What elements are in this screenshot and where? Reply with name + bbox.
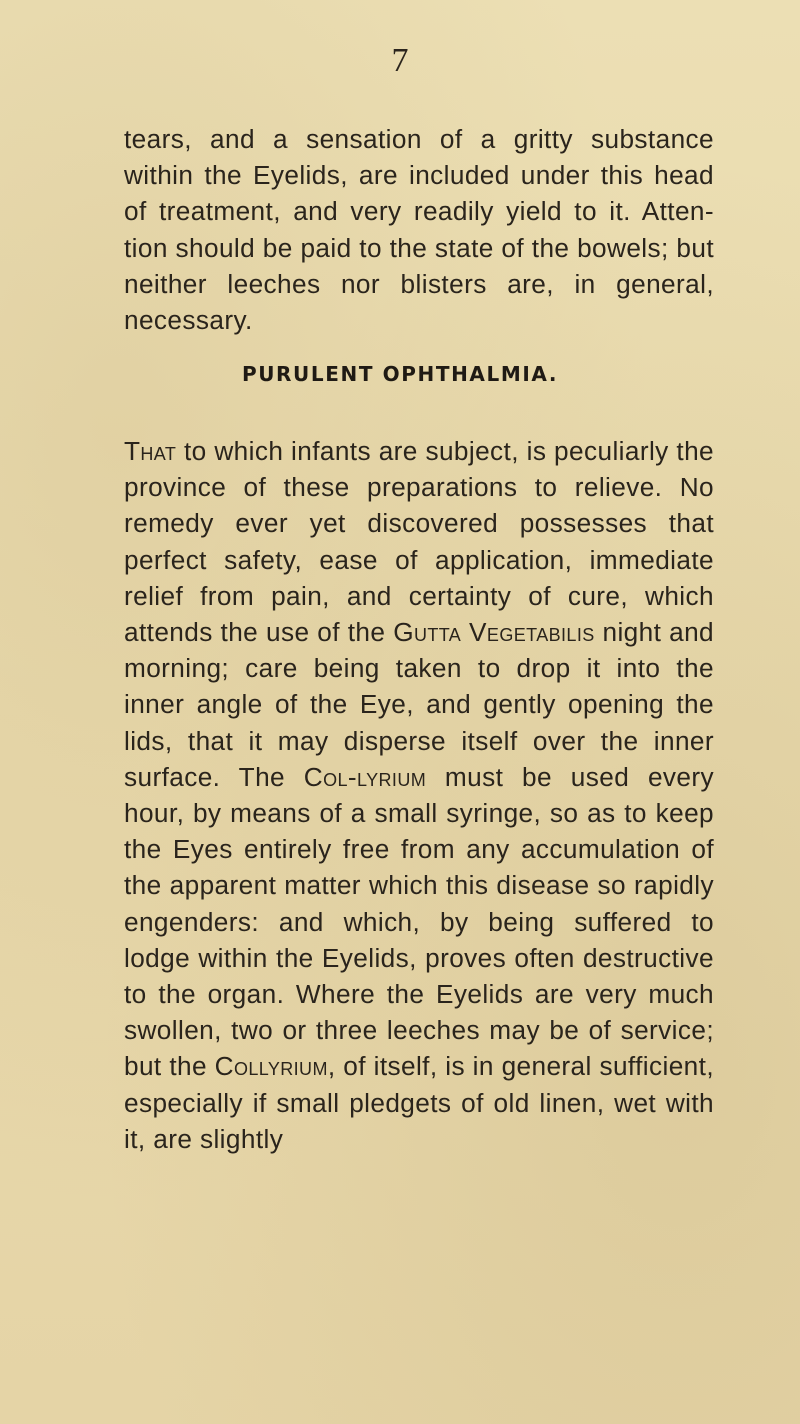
paragraph-text-part-3: must be used every hour, by means of a small syringe, so as to keep the Eyes entirely free from any accumulation of the apparent matter which this disease so rapidly engenders: and which, by being suffered to lodge within the Eyelids, proves often destructive to the organ. Where the Eyelids are very much swollen, two or three leeches may be of service; but the xyxy=(124,761,714,1082)
paragraph-text-part-2: night and morning; care being taken to drop it into the inner angle of the Eye, and gently opening the lids, that it may disperse itself over the inner surface. The xyxy=(124,617,715,792)
page-number: 7 xyxy=(391,42,409,79)
collyrium-term: Col-lyrium xyxy=(303,761,427,792)
paragraph-purulent-ophthalmia xyxy=(124,433,714,1157)
paragraph-text-part-4: , of itself, is in general sufficient, especially if small pledgets of old linen, wet with it, are slightly xyxy=(124,1051,714,1154)
paragraph-eyelids-treatment: tears, and a sensation of a gritty substance within the Eyelids, are included under this head of treatment, and very readily yield to it. Atten-tion should be paid to the state of the bowels; but neither leeches nor blisters are, in general, necessary. xyxy=(124,124,714,336)
collyrium-term-second: Collyrium xyxy=(214,1051,328,1082)
remedy-name: Gutta Vegetabilis xyxy=(393,617,595,648)
paragraph-text-part-1: to which infants are subject, is peculiarly the province of these preparations to relieve. No remedy ever yet discovered possesses that perfect safety, ease of application, immediate relief from pain, and certainty of cure, which attends the use of the xyxy=(124,436,714,648)
lead-word: That xyxy=(124,436,177,466)
section-heading-purulent-ophthalmia: PURULENT OPHTHALMIA. xyxy=(241,362,559,386)
